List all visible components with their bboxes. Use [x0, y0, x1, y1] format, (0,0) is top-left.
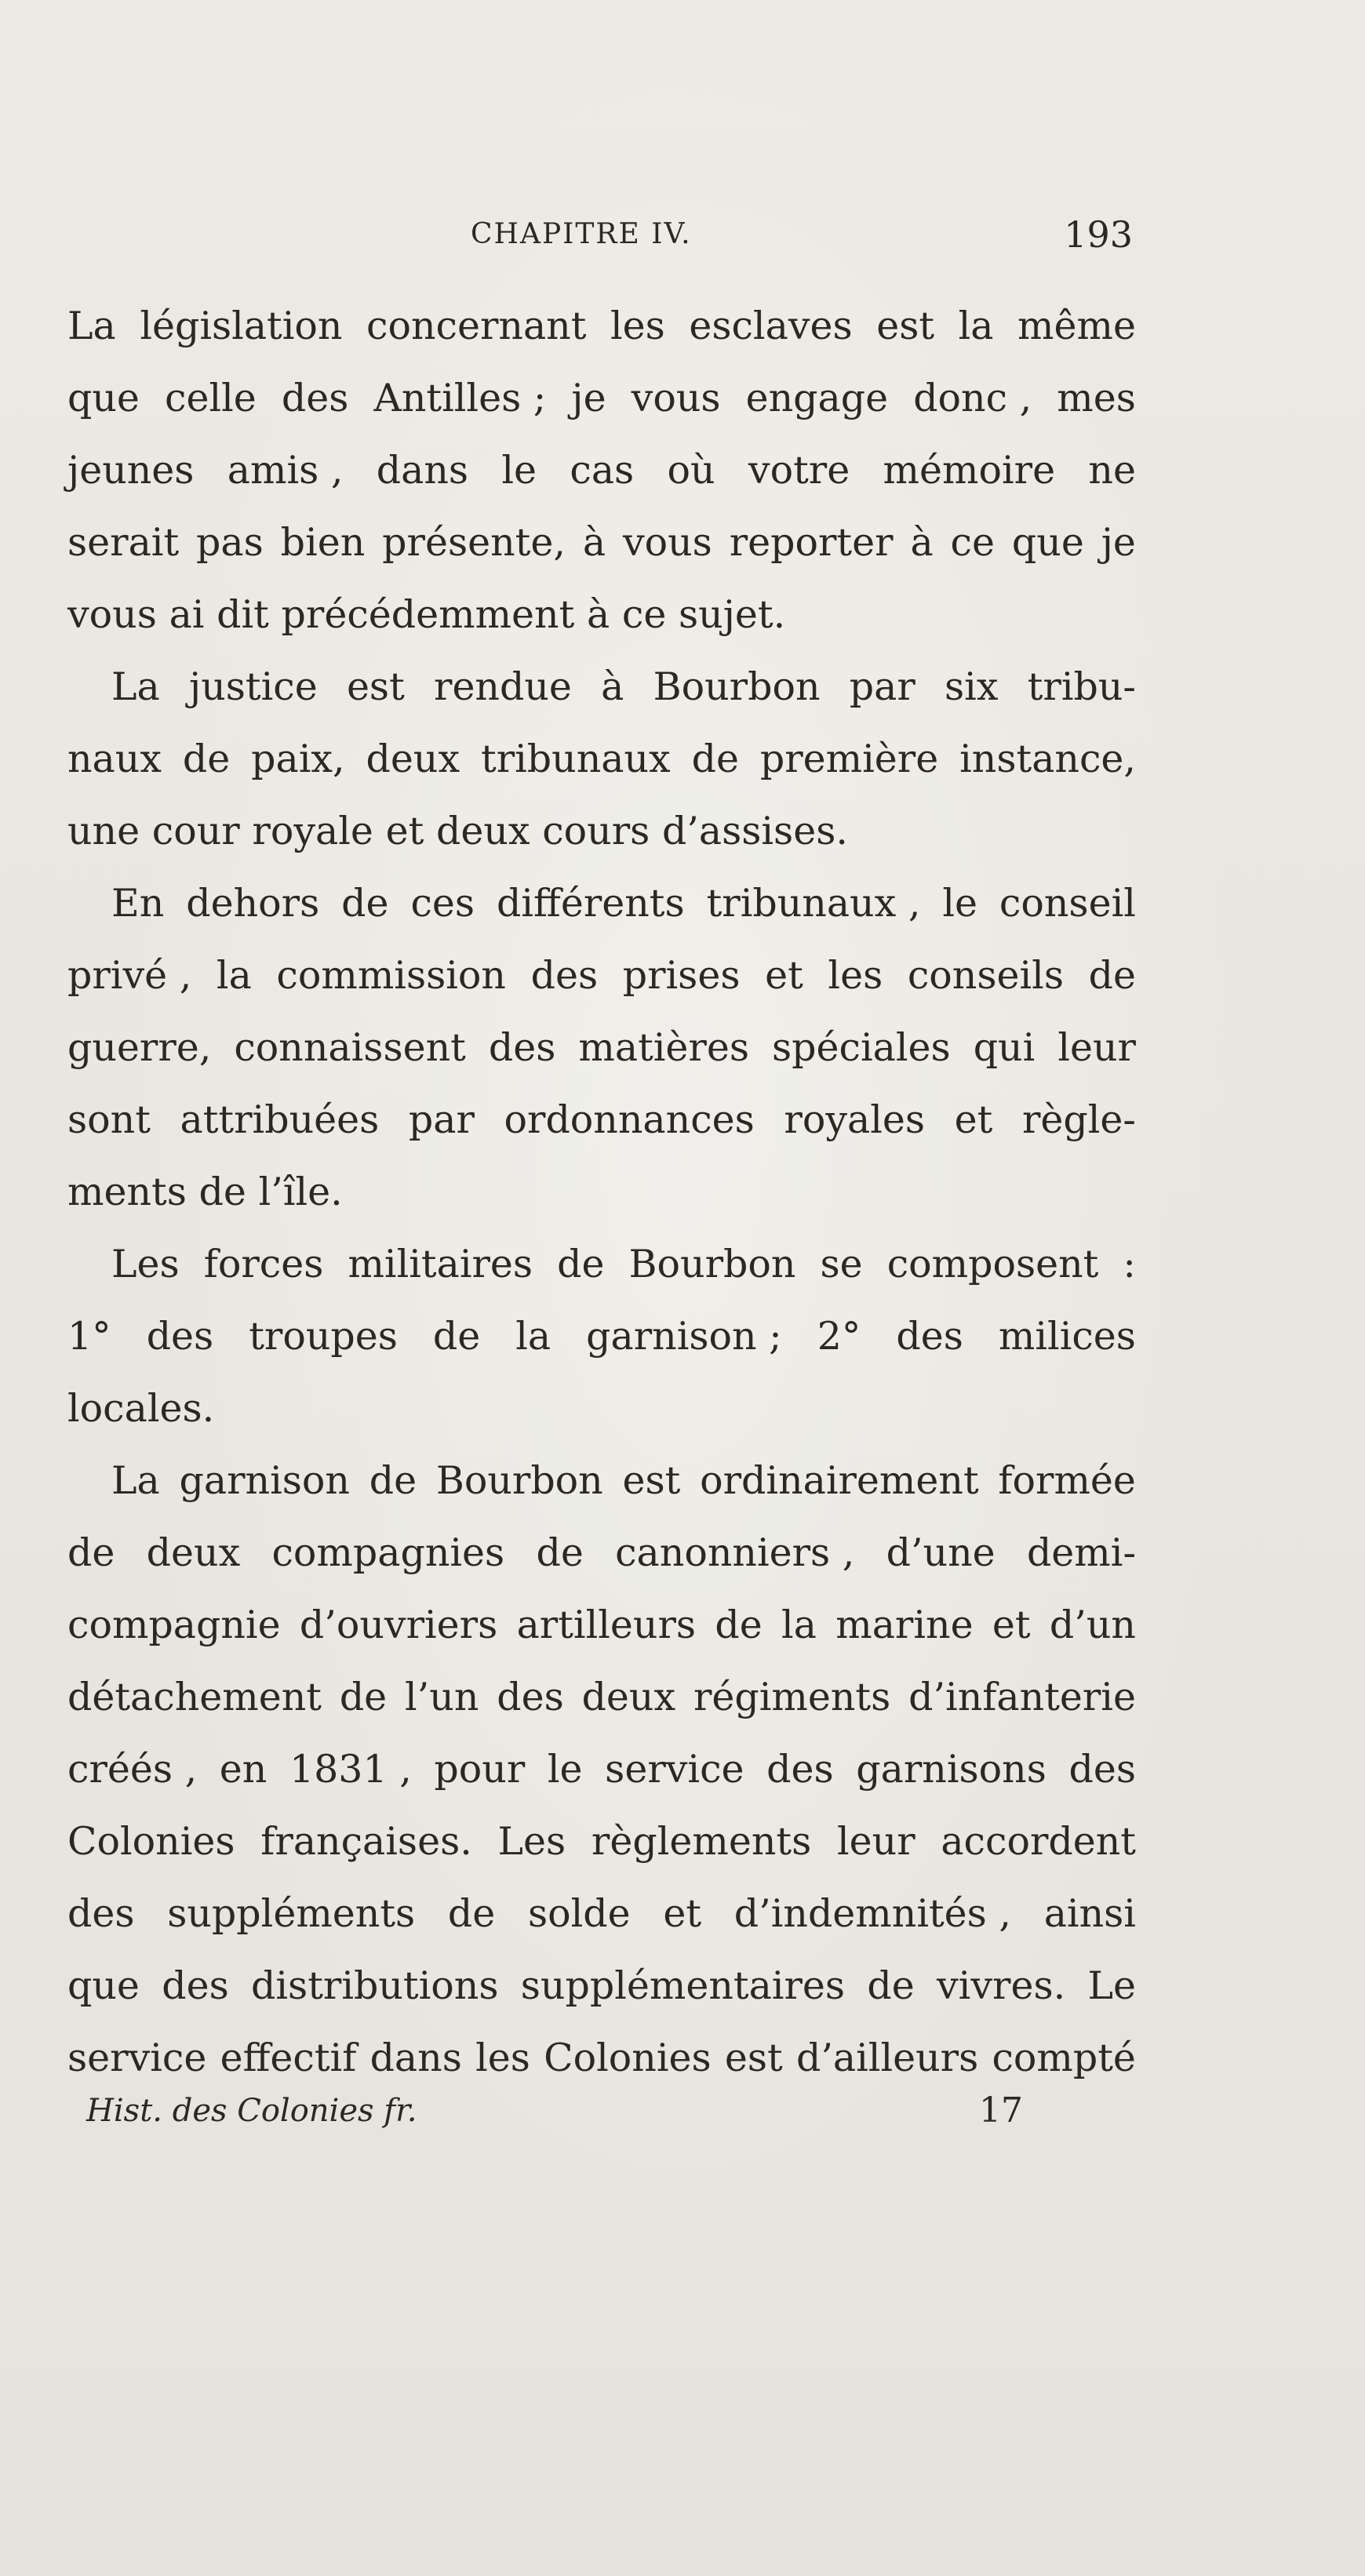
- word: Bourbon: [628, 1242, 796, 1286]
- text-line: [67, 290, 1136, 362]
- word: pour: [434, 1747, 526, 1792]
- word: de: [691, 737, 739, 781]
- word: l’île.: [258, 1170, 343, 1214]
- word: dit: [217, 592, 269, 637]
- word: et: [385, 809, 424, 853]
- word: à: [910, 520, 934, 565]
- word: cours: [542, 809, 650, 853]
- word: dans: [369, 2036, 462, 2080]
- word: des: [146, 1314, 214, 1359]
- word: suppléments: [167, 1891, 416, 1936]
- word: et: [992, 1603, 1031, 1647]
- signature-mark: Hist. des Colonies fr.: [86, 2093, 417, 2129]
- word: d’un: [1049, 1603, 1136, 1647]
- word: des: [1068, 1747, 1136, 1792]
- text-line: [67, 1084, 1136, 1156]
- word: régiments: [693, 1675, 891, 1719]
- word: de: [867, 1963, 915, 2008]
- word: compté: [992, 2036, 1136, 2080]
- word: garnison: [179, 1458, 350, 1503]
- word: artilleurs: [516, 1603, 697, 1647]
- word: deux: [581, 1675, 676, 1719]
- word: formée: [998, 1458, 1136, 1503]
- word: accordent: [941, 1819, 1136, 1864]
- word: des: [766, 1747, 834, 1792]
- word: ai: [169, 592, 205, 637]
- running-title: CHAPITRE IV.: [471, 218, 692, 250]
- word: de: [447, 1891, 496, 1936]
- word: le: [501, 448, 537, 493]
- word: ordonnances: [504, 1097, 755, 1142]
- word: matières: [578, 1025, 749, 1070]
- word: ainsi: [1043, 1891, 1136, 1936]
- word: dans: [376, 448, 469, 493]
- word: des: [530, 953, 599, 998]
- text-line: [67, 362, 1136, 435]
- word: service: [67, 2036, 207, 2080]
- word: les: [475, 2036, 530, 2080]
- text-line: [67, 1950, 1136, 2022]
- word: à: [586, 592, 610, 637]
- word: ces: [410, 881, 475, 926]
- running-head: [75, 207, 1133, 262]
- word: des: [488, 1025, 556, 1070]
- word: commission: [276, 953, 506, 998]
- text-line: [67, 651, 1136, 723]
- word: d’ailleurs: [795, 2036, 979, 2080]
- word: distributions: [251, 1963, 499, 2008]
- word: ce: [950, 520, 995, 565]
- word: canonniers ,: [615, 1530, 855, 1575]
- word: cour: [151, 809, 240, 853]
- word: spéciales: [772, 1025, 951, 1070]
- word: reporter: [729, 520, 894, 565]
- word: conseils: [907, 953, 1064, 998]
- text-line: [67, 1228, 1136, 1301]
- word: je: [1101, 520, 1136, 565]
- word: de: [369, 1458, 417, 1503]
- word: jeunes: [67, 448, 195, 493]
- word: est: [622, 1458, 681, 1503]
- word: et: [954, 1097, 993, 1142]
- text-line: [67, 723, 1136, 795]
- word: concernant: [366, 304, 587, 348]
- word: Les: [111, 1242, 180, 1286]
- word: tribu-: [1027, 664, 1136, 709]
- word: instance,: [959, 737, 1136, 781]
- word: justice: [189, 664, 318, 709]
- word: en: [219, 1747, 268, 1792]
- word: précédemment: [281, 592, 575, 637]
- word: composent: [886, 1242, 1099, 1286]
- word: Bourbon: [435, 1458, 603, 1503]
- text-line: [67, 1661, 1136, 1734]
- word: créés ,: [67, 1747, 198, 1792]
- word: la: [781, 1603, 817, 1647]
- word: la: [515, 1314, 551, 1359]
- word: de: [557, 1242, 605, 1286]
- word: supplémentaires: [520, 1963, 846, 2008]
- text-line: [67, 868, 1136, 940]
- word: leur: [836, 1819, 915, 1864]
- word: marine: [835, 1603, 974, 1647]
- word: privé ,: [67, 953, 192, 998]
- word: règlements: [591, 1819, 812, 1864]
- word: connaissent: [234, 1025, 466, 1070]
- word: et: [765, 953, 803, 998]
- word: garnison ;: [586, 1314, 782, 1359]
- word: service: [605, 1747, 744, 1792]
- word: règle-: [1021, 1097, 1136, 1142]
- body-text: [67, 290, 1136, 2094]
- word: de: [339, 1675, 388, 1719]
- word: vous: [622, 520, 712, 565]
- word: La: [67, 304, 116, 348]
- word: leur: [1057, 1025, 1136, 1070]
- word: d’ouvriers: [299, 1603, 498, 1647]
- word: ne: [1088, 448, 1136, 493]
- word: à: [582, 520, 606, 565]
- word: Colonies: [67, 1819, 235, 1864]
- word: troupes: [249, 1314, 398, 1359]
- text-line: [67, 940, 1136, 1012]
- word: une: [67, 809, 140, 853]
- word: cas: [570, 448, 635, 493]
- word: ments: [67, 1170, 187, 1214]
- word: :: [1123, 1242, 1136, 1286]
- word: Colonies: [544, 2036, 712, 2080]
- word: des: [162, 1963, 229, 2008]
- word: dehors: [186, 881, 320, 926]
- word: vous: [67, 592, 157, 637]
- word: garnisons: [856, 1747, 1046, 1792]
- text-line: [67, 435, 1136, 507]
- text-line: [67, 1878, 1136, 1950]
- word: françaises.: [260, 1819, 472, 1864]
- word: attribuées: [180, 1097, 380, 1142]
- word: En: [111, 881, 165, 926]
- word: militaires: [348, 1242, 533, 1286]
- word: d’assises.: [661, 809, 848, 853]
- word: paix,: [251, 737, 345, 781]
- word: et: [663, 1891, 702, 1936]
- word: effectif: [220, 2036, 357, 2080]
- word: mes: [1057, 376, 1136, 420]
- word: pas: [196, 520, 264, 565]
- word: même: [1017, 304, 1136, 348]
- word: des: [67, 1891, 135, 1936]
- word: deux: [146, 1530, 241, 1575]
- word: Bourbon: [653, 664, 821, 709]
- word: l’un: [405, 1675, 479, 1719]
- word: prises: [622, 953, 741, 998]
- word: demi-: [1026, 1530, 1136, 1575]
- word: de: [715, 1603, 763, 1647]
- word: que: [1011, 520, 1084, 565]
- word: d’une: [886, 1530, 996, 1575]
- text-line: [67, 1806, 1136, 1878]
- word: celle: [165, 376, 257, 420]
- page-number: 193: [1064, 213, 1133, 256]
- word: différents: [496, 881, 685, 926]
- text-line: [67, 1301, 1136, 1373]
- word: Le: [1087, 1963, 1136, 2008]
- word: ce: [621, 592, 667, 637]
- word: deux: [435, 809, 530, 853]
- text-line: [67, 1445, 1136, 1517]
- text-line: [67, 1012, 1136, 1084]
- signature-number: 17: [979, 2090, 1023, 2130]
- word: je: [571, 376, 606, 420]
- word: première: [759, 737, 939, 781]
- word: ordinairement: [700, 1458, 979, 1503]
- word: par: [849, 664, 915, 709]
- text-line: [67, 1517, 1136, 1589]
- word: des: [281, 376, 349, 420]
- word: esclaves: [689, 304, 853, 348]
- text-line: [67, 1589, 1136, 1661]
- text-line: [67, 1734, 1136, 1806]
- word: sujet.: [679, 592, 786, 637]
- word: naux: [67, 737, 162, 781]
- word: tribunaux: [481, 737, 671, 781]
- word: royales: [784, 1097, 926, 1142]
- word: le: [942, 881, 977, 926]
- word: La: [111, 1458, 160, 1503]
- word: d’indemnités ,: [733, 1891, 1011, 1936]
- word: votre: [748, 448, 850, 493]
- word: de: [536, 1530, 584, 1575]
- word: de: [182, 737, 231, 781]
- word: détachement: [67, 1675, 322, 1719]
- word: les: [610, 304, 665, 348]
- word: que: [67, 1963, 140, 2008]
- word: des: [896, 1314, 963, 1359]
- word: est: [346, 664, 405, 709]
- word: Antilles ;: [373, 376, 547, 420]
- word: deux: [366, 737, 460, 781]
- word: qui: [973, 1025, 1036, 1070]
- word: amis ,: [227, 448, 344, 493]
- word: mémoire: [883, 448, 1056, 493]
- word: de: [432, 1314, 481, 1359]
- word: Les: [497, 1819, 566, 1864]
- word: conseil: [999, 881, 1136, 926]
- word: de: [67, 1530, 115, 1575]
- word: présente,: [382, 520, 566, 565]
- word: serait: [67, 520, 180, 565]
- word: forces: [203, 1242, 324, 1286]
- word: se: [820, 1242, 863, 1286]
- word: où: [667, 448, 715, 493]
- word: six: [945, 664, 999, 709]
- word: est: [724, 2036, 783, 2080]
- word: guerre,: [67, 1025, 212, 1070]
- word: d’infanterie: [908, 1675, 1136, 1719]
- word: royale: [252, 809, 373, 853]
- text-line: [67, 1373, 1136, 1445]
- word: donc ,: [913, 376, 1032, 420]
- word: rendue: [434, 664, 572, 709]
- word: vous: [631, 376, 721, 420]
- text-line: [67, 579, 1136, 651]
- word: législation: [140, 304, 343, 348]
- word: à: [601, 664, 624, 709]
- page-footer: [86, 2083, 1028, 2138]
- word: de: [1088, 953, 1136, 998]
- word: 2°: [817, 1314, 861, 1359]
- word: les: [828, 953, 883, 998]
- word: de: [341, 881, 389, 926]
- word: compagnies: [271, 1530, 505, 1575]
- word: la: [958, 304, 994, 348]
- text-line: [67, 1156, 1136, 1228]
- text-line: [67, 507, 1136, 579]
- word: 1°: [67, 1314, 111, 1359]
- word: est: [876, 304, 935, 348]
- word: tribunaux ,: [706, 881, 921, 926]
- word: engage: [745, 376, 889, 420]
- word: compagnie: [67, 1603, 281, 1647]
- word: par: [408, 1097, 475, 1142]
- word: milices: [998, 1314, 1136, 1359]
- word: des: [497, 1675, 564, 1719]
- word: la: [216, 953, 252, 998]
- word: 1831 ,: [289, 1747, 412, 1792]
- word: le: [547, 1747, 583, 1792]
- word: bien: [280, 520, 366, 565]
- word: vivres.: [936, 1963, 1066, 2008]
- text-line: [67, 795, 1136, 868]
- word: La: [111, 664, 160, 709]
- word: locales.: [67, 1386, 215, 1431]
- word: sont: [67, 1097, 151, 1142]
- word: de: [198, 1170, 246, 1214]
- word: que: [67, 376, 140, 420]
- word: solde: [527, 1891, 631, 1936]
